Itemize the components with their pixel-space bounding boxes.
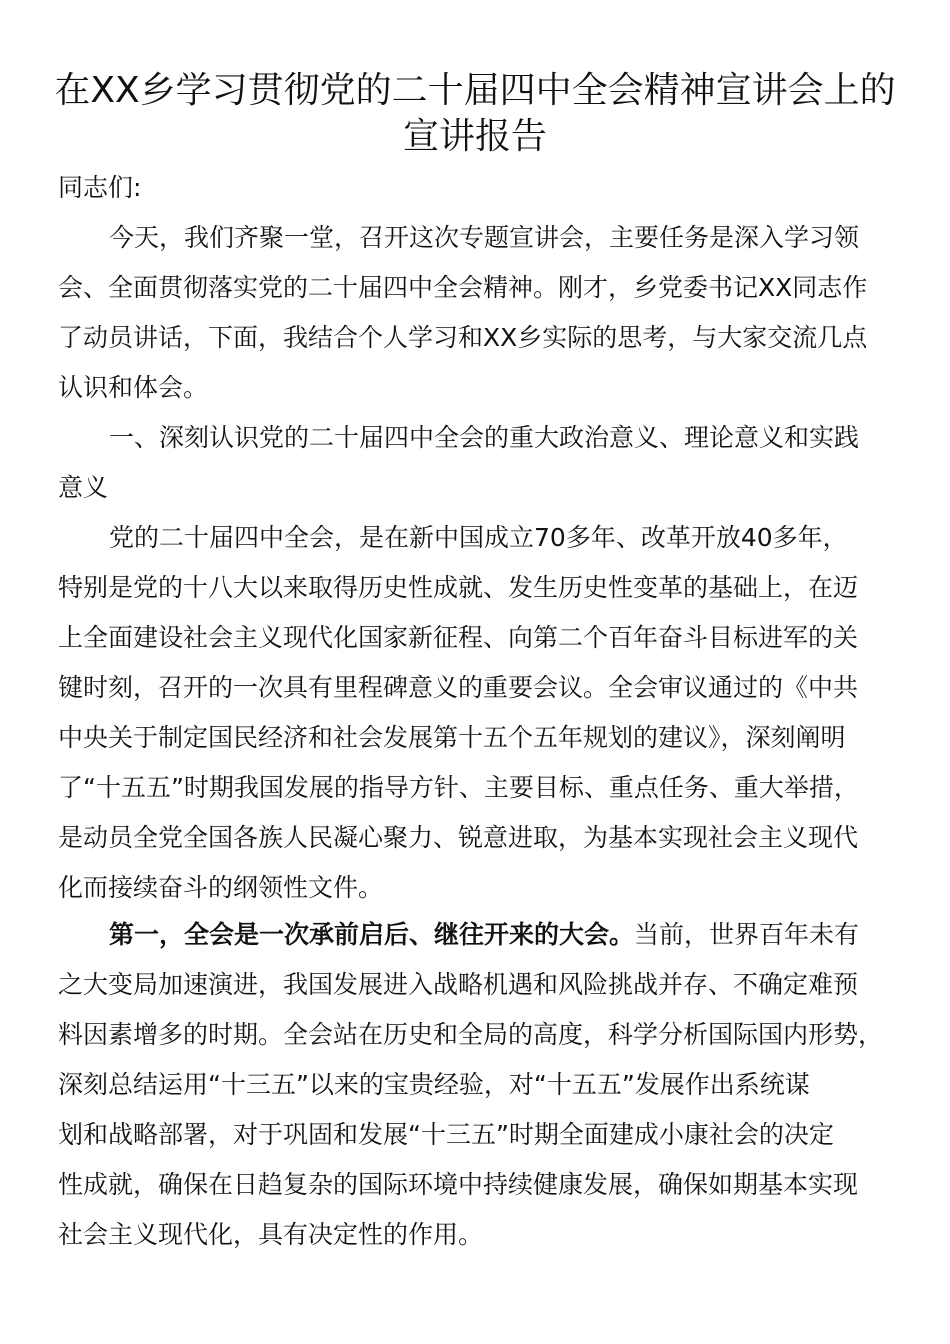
text-line: 会、全面贯彻落实党的二十届四中全会精神。刚才，乡党委书记XX同志作 — [58, 273, 868, 302]
document-title — [0, 68, 950, 160]
section-heading — [58, 413, 898, 513]
text-line: 了“十五五”时期我国发展的指导方针、主要目标、重点任务、重大举措， — [58, 773, 859, 802]
bold-lead: 第一，全会是一次承前启后、继往开来的大会。 — [109, 920, 635, 949]
text-line: 是动员全党全国各族人民凝心聚力、锐意进取，为基本实现社会主义现代 — [58, 823, 859, 852]
document-body — [58, 163, 898, 1260]
text-line: 深刻总结运用“十三五”以来的宝贵经验，对“十五五”发展作出系统谋 — [58, 1070, 810, 1099]
text-line: 之大变局加速演进，我国发展进入战略机遇和风险挑战并存、不确定难预 — [58, 970, 859, 999]
text-line: 党的二十届四中全会，是在新中国成立70多年、改革开放40多年， — [109, 523, 848, 552]
text-line — [58, 910, 898, 960]
text-line: 认识和体会。 — [58, 373, 209, 402]
title-line: 宣讲报告 — [402, 116, 547, 157]
paragraph-intro — [58, 213, 898, 413]
text-span: 当前，世界百年未有 — [634, 920, 860, 949]
paragraph-first-point — [58, 910, 898, 1260]
text-line: 社会主义现代化，具有决定性的作用。 — [58, 1220, 484, 1249]
text-line: 化而接续奋斗的纲领性文件。 — [58, 873, 384, 902]
text-line: 意义 — [58, 473, 109, 502]
title-line: 在XX乡学习贯彻党的二十届四中全会精神宣讲会上的 — [54, 70, 896, 111]
text-line: 了动员讲话，下面，我结合个人学习和XX乡实际的思考，与大家交流几点 — [58, 323, 868, 352]
text-line: 上全面建设社会主义现代化国家新征程、向第二个百年奋斗目标进军的关 — [58, 623, 859, 652]
text-line: 键时刻，召开的一次具有里程碑意义的重要会议。全会审议通过的《中共 — [58, 673, 859, 702]
text-line: 划和战略部署，对于巩固和发展“十三五”时期全面建成小康社会的决定 — [58, 1120, 834, 1149]
text-line: 中央关于制定国民经济和社会发展第十五个五年规划的建议》，深刻阐明 — [58, 723, 846, 752]
text-line: 今天，我们齐聚一堂，召开这次专题宣讲会，主要任务是深入学习领 — [109, 223, 860, 252]
text-line: 料因素增多的时期。全会站在历史和全局的高度，科学分析国际国内形势， — [58, 1020, 884, 1049]
text-line: 一、深刻认识党的二十届四中全会的重大政治意义、理论意义和实践 — [109, 423, 860, 452]
paragraph-significance — [58, 513, 898, 913]
salutation: 同志们: — [58, 173, 142, 202]
text-line: 特别是党的十八大以来取得历史性成就、发生历史性变革的基础上，在迈 — [58, 573, 859, 602]
text-line: 性成就，确保在日趋复杂的国际环境中持续健康发展，确保如期基本实现 — [58, 1170, 859, 1199]
